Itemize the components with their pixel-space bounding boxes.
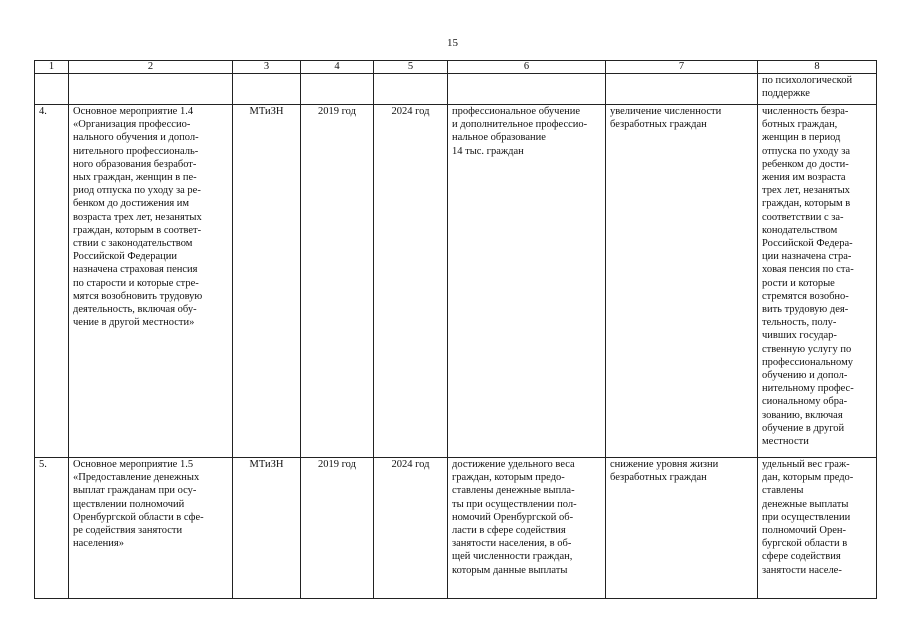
end-year: 2024 год (374, 458, 448, 599)
executor: МТиЗН (233, 105, 301, 458)
column-header: 5 (374, 61, 448, 74)
column-header: 8 (758, 61, 877, 74)
consequence (606, 74, 758, 105)
consequence: снижение уровня жизни безработных граждан (606, 458, 758, 599)
indicator: численность безра- ботных граждан, женщин в период отпуска по уходу за ребенком до дости- жения им возраста трех лет, незанятых граждан, которым в соответствии с за- конодательством Российской Федера- ции назначена стра- ховая пенсия по ста- рости и которые стремятся возобно- вить трудовую дея- тельность, полу- чивших государ- ственную услугу по профессиональному обучению и допол- нительному профес- сиональному обра- зованию, включая обучение в другой местности (758, 105, 877, 458)
end-year (374, 74, 448, 105)
measure-name: Основное мероприятие 1.4 «Организация профессио- нального обучения и допол- нительного профессиональ- ного образования безработ- ных граждан, женщин в пе- риод отпуска по уходу за ре- бенком до достижения им возраста трех лет, незанятых граждан, которым в соответ- ствии с законодательством Российской Федерации назначена страховая пенсия по старости и которые стре- мятся возобновить трудовую деятельность, включая обу- чение в другой местности» (69, 105, 233, 458)
column-header: 3 (233, 61, 301, 74)
column-header: 1 (35, 61, 69, 74)
expected-result: достижение удельного веса граждан, которым предо- ставлены денежные выпла- ты при осуществлении пол- номочий Оренбургской об- ласти в сфере содействия занятости населения, в об- щей численности граждан, которым данные выплаты (448, 458, 606, 599)
table-row (35, 105, 877, 458)
indicator: удельный вес граж- дан, которым предо- ставлены денежные выплаты при осуществлении полномочий Орен- бургской области в сфере содействия занятости населе- (758, 458, 877, 599)
column-header: 2 (69, 61, 233, 74)
column-header: 7 (606, 61, 758, 74)
row-number: 4. (35, 105, 69, 458)
consequence: увеличение численности безработных граждан (606, 105, 758, 458)
indicator: по психологической поддержке (758, 74, 877, 105)
end-year: 2024 год (374, 105, 448, 458)
header-row (35, 61, 877, 74)
table-row (35, 74, 877, 105)
executor (233, 74, 301, 105)
measure-name: Основное мероприятие 1.5 «Предоставление денежных выплат гражданам при осу- ществлении полномочий Оренбургской области в сфе- ре содействия занятости населения» (69, 458, 233, 599)
table-row (35, 458, 877, 599)
start-year: 2019 год (301, 458, 374, 599)
measures-table (34, 60, 877, 599)
executor: МТиЗН (233, 458, 301, 599)
row-number (35, 74, 69, 105)
column-header: 4 (301, 61, 374, 74)
measure-name (69, 74, 233, 105)
row-number: 5. (35, 458, 69, 599)
page-number: 15 (447, 37, 458, 49)
expected-result (448, 74, 606, 105)
column-header: 6 (448, 61, 606, 74)
expected-result: профессиональное обучение и дополнительное профессио- нальное образование 14 тыс. граждан (448, 105, 606, 458)
start-year (301, 74, 374, 105)
start-year: 2019 год (301, 105, 374, 458)
